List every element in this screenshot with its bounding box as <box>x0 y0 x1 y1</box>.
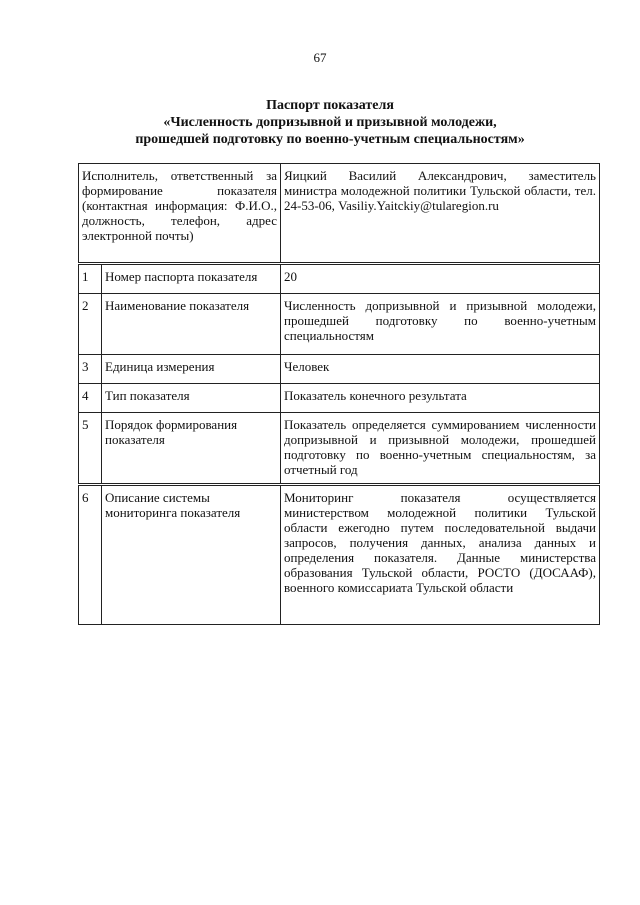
executor-label: Исполнитель, ответственный за формирование показателя (контактная информация: Ф.И.О., должность, телефон, адрес электронной почты) <box>79 164 281 264</box>
table-row <box>79 384 600 413</box>
row-value: Мониторинг показателя осуществляется министерством молодежной политики Тульской области ежегодно путем последовательной выдачи запросов, получения данных, анализа данных и определения показателя. Данные министерства образования Тульской области, РОСТО (ДОСААФ), военного комиссариата Тульской области <box>281 485 600 625</box>
title-line-1: Паспорт показателя <box>266 98 394 113</box>
table-row <box>79 264 600 294</box>
row-value: 20 <box>281 264 600 294</box>
row-value: Человек <box>281 355 600 384</box>
row-label: Единица измерения <box>102 355 281 384</box>
table-row <box>79 413 600 485</box>
table-row <box>79 355 600 384</box>
row-value: Показатель определяется суммированием численности допризывной и призывной молодежи, прошедшей подготовку по военно-учетным специальностям, за отчетный год <box>281 413 600 485</box>
row-value: Показатель конечного результата <box>281 384 600 413</box>
row-label: Номер паспорта показателя <box>102 264 281 294</box>
row-number: 2 <box>79 294 102 355</box>
title-line-3: прошедшей подготовку по военно-учетным специальностям» <box>135 132 525 147</box>
row-number: 6 <box>79 485 102 625</box>
table-row <box>79 294 600 355</box>
row-label: Наименование показателя <box>102 294 281 355</box>
row-number: 4 <box>79 384 102 413</box>
indicator-passport-table <box>78 163 600 625</box>
row-number: 1 <box>79 264 102 294</box>
executor-value: Яицкий Василий Александрович, заместитель министра молодежной политики Тульской области, тел. 24-53-06, Vasiliy.Yaitckiy@tularegion.ru <box>281 164 600 264</box>
row-label: Тип показателя <box>102 384 281 413</box>
title-line-2: «Численность допризывной и призывной молодежи, <box>163 115 497 130</box>
table-row <box>79 485 600 625</box>
page-number: 67 <box>313 50 327 65</box>
row-value: Численность допризывной и призывной молодежи, прошедшей подготовку по военно-учетным специальностям <box>281 294 600 355</box>
row-label: Описание системы мониторинга показателя <box>102 485 281 625</box>
document-title <box>60 97 600 148</box>
row-label: Порядок формирования показателя <box>102 413 281 485</box>
table-row-executor <box>79 164 600 264</box>
row-number: 3 <box>79 355 102 384</box>
row-number: 5 <box>79 413 102 485</box>
